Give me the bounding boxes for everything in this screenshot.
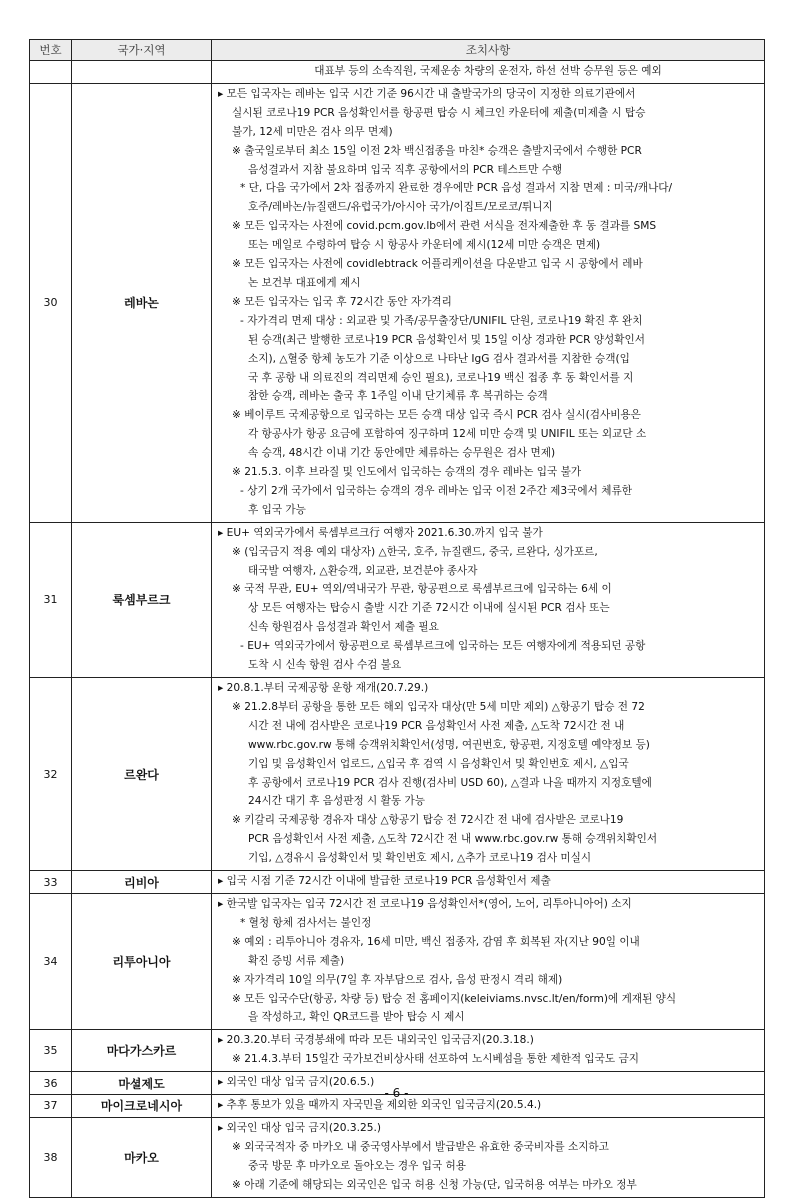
country-name: 리비아 (72, 871, 212, 894)
measure-line: ※ 모든 입국자는 입국 후 72시간 동안 자가격리 (232, 295, 452, 308)
header-no: 번호 (30, 40, 72, 61)
measure-line: ▸ EU+ 역외국가에서 룩셈부르크行 여행자 2021.6.30.까지 입국 불가 (218, 526, 543, 539)
measure-line: ※ 모든 입국수단(항공, 차량 등) 탑승 전 홈페이지(keleiviams.nvsc.lt/en/form)에 게재된 양식 (232, 992, 677, 1005)
measure-line: ※ 모든 입국자는 사전에 covidlebtrack 어플리케이션을 다운받고 입국 시 공항에서 레바 (232, 258, 643, 271)
measure-line: 국 후 공항 내 의료진의 격리면제 승인 필요), 코로나19 백신 접종 후 동 확인서를 지 (248, 371, 634, 384)
row-number: 32 (30, 678, 72, 871)
measure-line: * 단, 다음 국가에서 2차 접종까지 완료한 경우에만 PCR 음성 결과서 지참 면제 : 미국/캐나다/ (240, 182, 673, 195)
measure-line: 신속 항원검사 음성결과 확인서 제출 필요 (248, 621, 439, 634)
measure-line: 24시간 대기 후 음성판정 시 활동 가능 (248, 795, 425, 808)
row-number: 34 (30, 893, 72, 1029)
measure-line: 후 공항에서 코로나19 PCR 검사 진행(검사비 USD 60), △결과 나올 때까지 지정호텔에 (248, 776, 652, 789)
measure-line: 불가, 12세 미만은 검사 의무 면제) (232, 125, 393, 138)
table-row-macau (30, 1117, 765, 1197)
measure-line: ▸ 한국발 입국자는 입국 72시간 전 코로나19 음성확인서*(영어, 노어, 리투아니아어) 소지 (218, 897, 632, 910)
measure-line: ※ (입국금지 적용 예외 대상자) △한국, 호주, 뉴질랜드, 중국, 르완다, 싱가포르, (232, 545, 598, 558)
country-name: 레바논 (72, 83, 212, 522)
measure-line: ▸ 외국인 대상 입국 금지(20.6.5.) (218, 1076, 375, 1089)
country-name: 마이크로네시아 (72, 1095, 212, 1118)
measure-line: 각 항공사가 항공 요금에 포함하여 징구하며 12세 미만 승객 및 UNIFIL 또는 외교단 소 (248, 428, 647, 441)
measure-line: 또는 메일로 수령하여 탑승 시 항공사 카운터에 제시(12세 미만 승객은 면제) (248, 239, 601, 252)
measure-line: ▸ 추후 통보가 있을 때까지 자국민을 제외한 외국인 입국금지(20.5.4.) (218, 1099, 542, 1112)
country-name: 마셜제도 (72, 1072, 212, 1095)
measure-line: PCR 음성확인서 사전 제출, △도착 72시간 전 내 www.rbc.gov.rw 통해 승객위치확인서 (248, 833, 658, 846)
row-number: 31 (30, 522, 72, 677)
measure-line: 을 작성하고, 확인 QR코드를 받아 탑승 시 제시 (248, 1011, 465, 1024)
continuation-row (30, 61, 765, 84)
measure-line: 논 보건부 대표에게 제시 (248, 276, 361, 289)
measure-cell (212, 83, 765, 522)
continuation-country-cell (72, 61, 212, 84)
measure-line: 참한 승객, 레바논 출국 후 1주일 이내 단기체류 후 복귀하는 승객 (248, 390, 548, 403)
table-row-rwanda (30, 678, 765, 871)
measure-cell (212, 1030, 765, 1072)
measure-line: ※ 외국국적자 중 마카오 내 중국영사부에서 발급받은 유효한 중국비자를 소지하고 (232, 1140, 609, 1153)
measure-line: 된 승객(최근 발행한 코로나19 PCR 음성확인서 및 15일 이상 경과한 PCR 양성확인서 (248, 333, 645, 346)
measure-line: - 자가격리 면제 대상 : 외교관 및 가족/공무출장단/UNIFIL 단원, 코로나19 확진 후 완치 (240, 314, 643, 327)
measure-line: 속 승객, 48시간 이내 기간 동안에만 체류하는 승무원은 검사 면제) (248, 447, 556, 460)
measure-line: ※ 21.5.3. 이후 브라질 및 인도에서 입국하는 승객의 경우 레바논 입국 불가 (232, 466, 582, 479)
measure-line: * 혈청 항체 검사서는 불인정 (240, 916, 372, 929)
measure-line: 실시된 코로나19 PCR 음성확인서를 항공편 탑승 시 체크인 카운터에 제출(미제출 시 탑승 (232, 106, 646, 119)
measure-cell (212, 871, 765, 894)
measure-cell (212, 522, 765, 677)
measure-line: ▸ 20.8.1.부터 국제공항 운항 재개(20.7.29.) (218, 682, 429, 694)
table-row-madagascar (30, 1030, 765, 1072)
table-row-luxembourg (30, 522, 765, 677)
measure-line: 기입, △경유시 음성확인서 및 확인번호 제시, △추가 코로나19 검사 미실시 (248, 852, 592, 865)
measure-line: 확진 증빙 서류 제출) (248, 954, 345, 967)
country-name: 룩셈부르크 (72, 522, 212, 677)
header-country: 국가·지역 (72, 40, 212, 61)
header-measures: 조치사항 (212, 40, 765, 61)
measure-line: - EU+ 역외국가에서 항공편으로 룩셈부르크에 입국하는 모든 여행자에게 적용되던 공항 (240, 640, 646, 653)
table-row-lebanon (30, 83, 765, 522)
measure-line: ※ 자가격리 10일 의무(7일 후 자부담으로 검사, 음성 판정시 격리 해제) (232, 973, 563, 986)
row-number: 38 (30, 1117, 72, 1197)
row-number: 33 (30, 871, 72, 894)
measure-line: ※ 아래 기준에 해당되는 외국인은 입국 허용 신청 가능(단, 입국허용 여부는 마카오 정부 (232, 1178, 637, 1191)
measure-line: 태국발 여행자, △환승객, 외교관, 보건분야 종사자 (248, 564, 478, 577)
country-name: 마카오 (72, 1117, 212, 1197)
entry-restrictions-table (29, 39, 765, 1198)
measure-line: ※ 베이루트 국제공항으로 입국하는 모든 승객 대상 입국 즉시 PCR 검사 실시(검사비용은 (232, 409, 641, 422)
measure-line: ▸ 모든 입국자는 레바논 입국 시간 기준 96시간 내 출발국가의 당국이 지정한 의료기관에서 (218, 87, 636, 100)
continuation-no-cell (30, 61, 72, 84)
country-name: 르완다 (72, 678, 212, 871)
row-number: 36 (30, 1072, 72, 1095)
measure-line: 시간 전 내에 검사받은 코로나19 PCR 음성확인서 사전 제출, △도착 72시간 전 내 (248, 719, 625, 732)
page-number: - 6 - (384, 1086, 409, 1100)
table-header-row (30, 40, 765, 61)
measure-line: ※ 예외 : 리투아니아 경유자, 16세 미만, 백신 접종자, 감염 후 회복된 자(지난 90일 이내 (232, 935, 640, 948)
measure-line: ※ 21.2.8부터 공항을 통한 모든 해외 입국자 대상(만 5세 미만 제외) △항공기 탑승 전 72 (232, 700, 645, 713)
continuation-measure-cell (212, 61, 765, 84)
measure-line: ▸ 외국인 대상 입국 금지(20.3.25.) (218, 1121, 381, 1134)
measure-cell (212, 893, 765, 1029)
measure-line: 호주/레바논/뉴질랜드/유럽국가/아시아 국가/이집트/모로코/튀니지 (248, 201, 553, 214)
table-row-libya (30, 871, 765, 894)
row-number: 37 (30, 1095, 72, 1118)
measure-line: 후 입국 가능 (248, 503, 306, 516)
measure-cell (212, 1117, 765, 1197)
measure-line: 기입 및 음성확인서 업로드, △입국 후 검역 시 음성확인서 및 확인번호 제시, △입국 (248, 757, 629, 770)
measure-line: ※ 키갈리 국제공항 경유자 대상 △항공기 탑승 전 72시간 전 내에 검사받은 코로나19 (232, 814, 624, 827)
measure-line: 도착 시 신속 항원 검사 수검 불요 (248, 659, 402, 672)
measure-line: ※ 출국일로부터 최소 15일 이전 2차 백신접종을 마친* 승객은 출발지국에서 수행한 PCR (232, 144, 642, 157)
row-number: 35 (30, 1030, 72, 1072)
table-row-lithuania (30, 893, 765, 1029)
measures-table-page (29, 39, 764, 1198)
measure-line: 대표부 등의 소속직원, 국제운송 차량의 운전자, 하선 선박 승무원 등은 예외 (314, 65, 662, 77)
measure-line: 상 모든 여행자는 탑승시 출발 시간 기준 72시간 이내에 실시된 PCR 검사 또는 (248, 602, 610, 615)
measure-line: 중국 방문 후 마카오로 돌아오는 경우 입국 허용 (248, 1159, 467, 1172)
measure-cell (212, 678, 765, 871)
measure-line: - 상기 2개 국가에서 입국하는 승객의 경우 레바논 입국 이전 2주간 제3국에서 체류한 (240, 484, 632, 497)
row-number: 30 (30, 83, 72, 522)
measure-line: ▸ 입국 시점 기준 72시간 이내에 발급한 코로나19 PCR 음성확인서 제출 (218, 875, 551, 888)
country-name: 리투아니아 (72, 893, 212, 1029)
measure-line: 소지), △혈중 항체 농도가 기준 이상으로 나타난 IgG 검사 결과서를 지참한 승객(입 (248, 352, 630, 365)
measure-line: ※ 국적 무관, EU+ 역외/역내국가 무관, 항공편으로 룩셈부르크에 입국하는 6세 이 (232, 583, 612, 596)
measure-line: 음성결과서 지참 불요하며 입국 직후 공항에서의 PCR 테스트만 수행 (248, 163, 563, 176)
measure-line: ※ 모든 입국자는 사전에 covid.pcm.gov.lb에서 관련 서식을 전자제출한 후 동 결과를 SMS (232, 220, 657, 233)
measure-line: ▸ 20.3.20.부터 국경봉쇄에 따라 모든 내외국인 입국금지(20.3.18.) (218, 1034, 534, 1047)
country-name: 마다가스카르 (72, 1030, 212, 1072)
measure-line: www.rbc.gov.rw 통해 승객위치확인서(성명, 여권번호, 항공편, 지정호텔 예약정보 등) (248, 738, 650, 751)
measure-line: ※ 21.4.3.부터 15일간 국가보건비상사태 선포하여 노시베섬을 통한 제한적 입국도 금지 (232, 1053, 639, 1066)
